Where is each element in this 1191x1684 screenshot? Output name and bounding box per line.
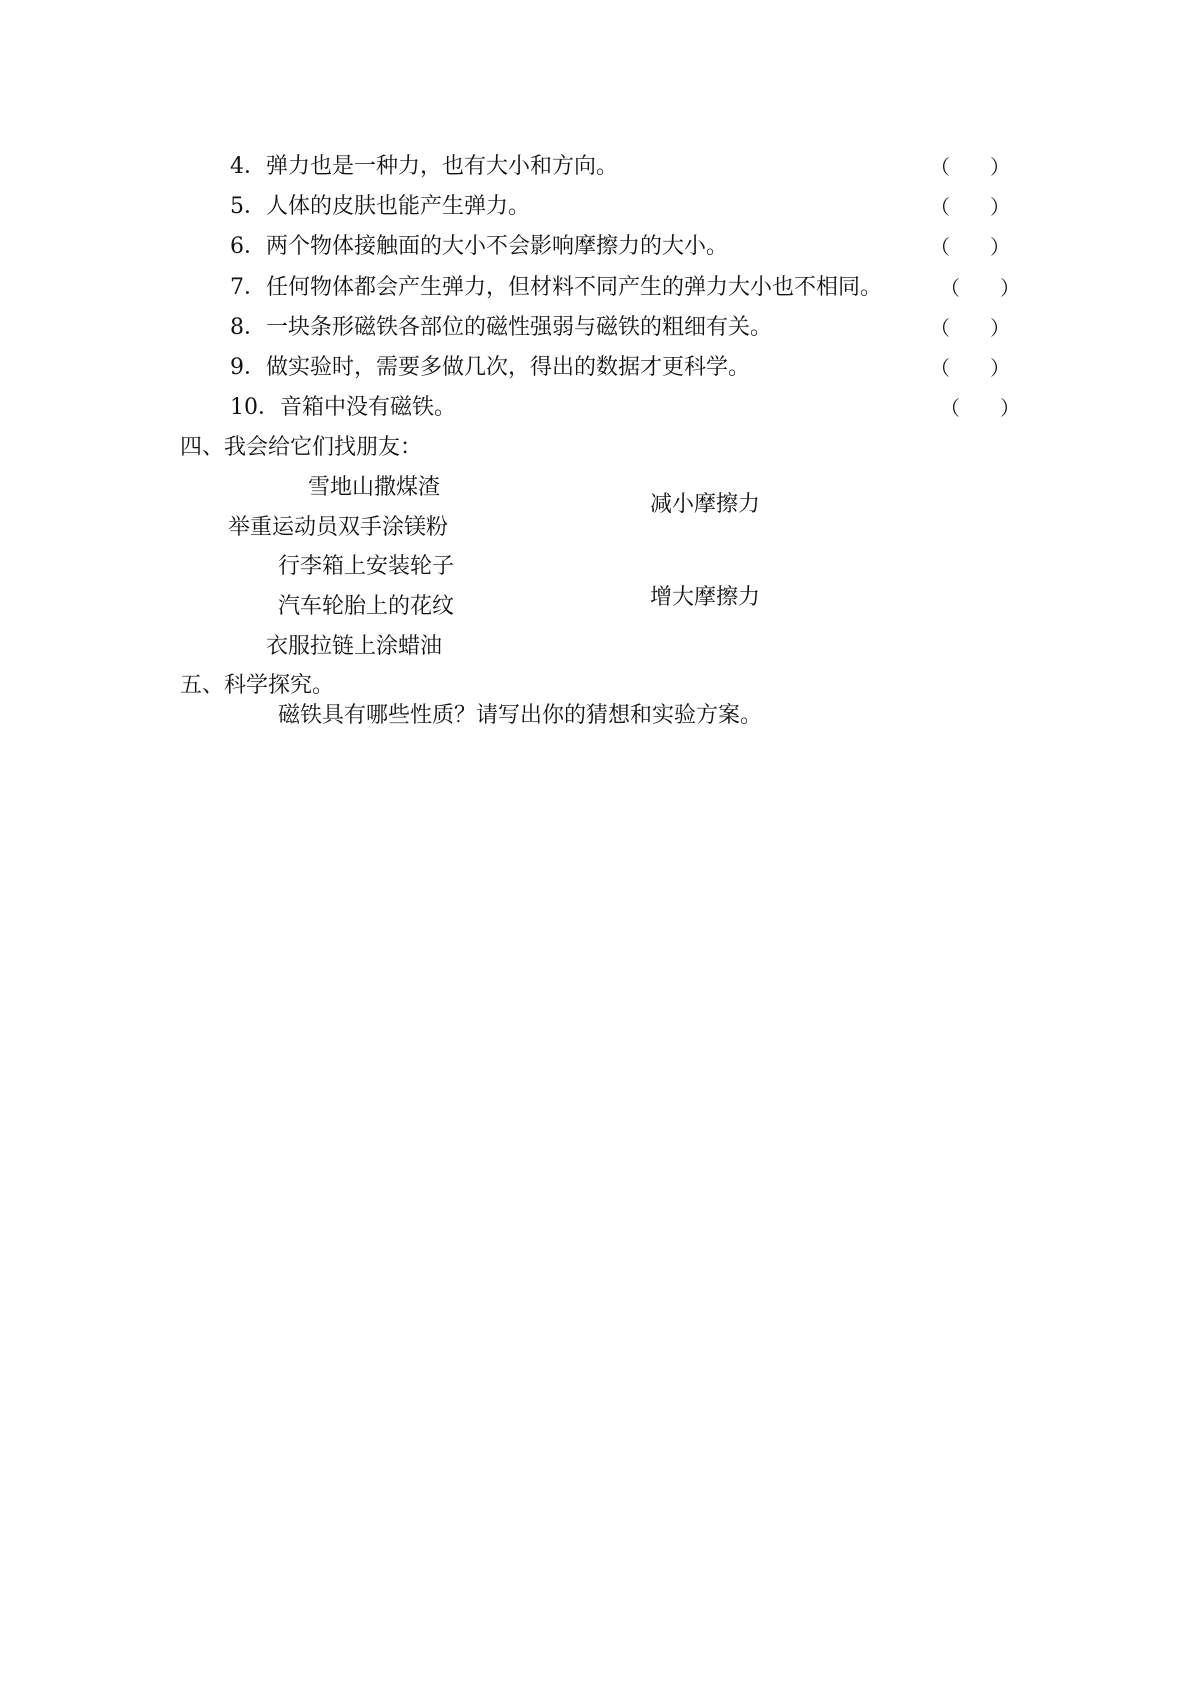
- matching-left-item[interactable]: 衣服拉链上涂蜡油: [266, 634, 443, 659]
- matching-left-item[interactable]: 汽车轮胎上的花纹: [278, 594, 455, 619]
- judge-item-number: 8．: [230, 315, 266, 340]
- judge-item-text: 人体的皮肤也能产生弹力。: [266, 194, 531, 219]
- judge-item: [230, 232, 728, 262]
- judge-item-text: 做实验时，需要多做几次，得出的数据才更科学。: [266, 355, 751, 380]
- judge-item-text: 音箱中没有磁铁。: [280, 395, 457, 420]
- judge-item-number: 4．: [230, 154, 266, 179]
- matching-left-item[interactable]: 雪地山撒煤渣: [308, 475, 441, 500]
- answer-parentheses[interactable]: （ ）: [930, 316, 1010, 340]
- answer-parentheses[interactable]: （ ）: [930, 235, 1010, 259]
- judge-item-text: 两个物体接触面的大小不会影响摩擦力的大小。: [266, 234, 729, 259]
- matching-left-item[interactable]: 行李箱上安装轮子: [278, 554, 455, 579]
- judge-item-number: 9．: [230, 355, 266, 380]
- judge-item-number: 6．: [230, 234, 266, 259]
- answer-parentheses[interactable]: （ ）: [930, 356, 1010, 380]
- section-five-heading: 五、科学探究。: [180, 673, 335, 698]
- judge-item-text: 一块条形磁铁各部位的磁性强弱与磁铁的粗细有关。: [266, 315, 773, 340]
- judge-item: [230, 393, 456, 423]
- judge-item-text: 任何物体都会产生弹力，但材料不同产生的弹力大小也不相同。: [266, 275, 883, 300]
- matching-right-item[interactable]: 增大摩擦力: [650, 585, 761, 610]
- answer-parentheses[interactable]: （ ）: [930, 155, 1010, 179]
- judge-item-text: 弹力也是一种力，也有大小和方向。: [266, 154, 619, 179]
- judge-item: [230, 313, 772, 343]
- answer-parentheses[interactable]: （ ）: [940, 396, 1020, 420]
- answer-parentheses[interactable]: （ ）: [930, 195, 1010, 219]
- section-four-heading: 四、我会给它们找朋友：: [180, 435, 423, 460]
- answer-parentheses[interactable]: （ ）: [940, 276, 1020, 300]
- judge-item: [230, 152, 618, 182]
- inquiry-question: 磁铁具有哪些性质？请写出你的猜想和实验方案。: [278, 703, 763, 728]
- judge-item: [230, 353, 750, 383]
- matching-left-item[interactable]: 举重运动员双手涂镁粉: [228, 515, 449, 540]
- judge-item-number: 10．: [230, 395, 280, 420]
- judge-item: [230, 273, 882, 303]
- judge-item: [230, 192, 530, 222]
- judge-item-number: 7．: [230, 275, 266, 300]
- matching-right-item[interactable]: 减小摩擦力: [650, 492, 761, 517]
- judge-item-number: 5．: [230, 194, 266, 219]
